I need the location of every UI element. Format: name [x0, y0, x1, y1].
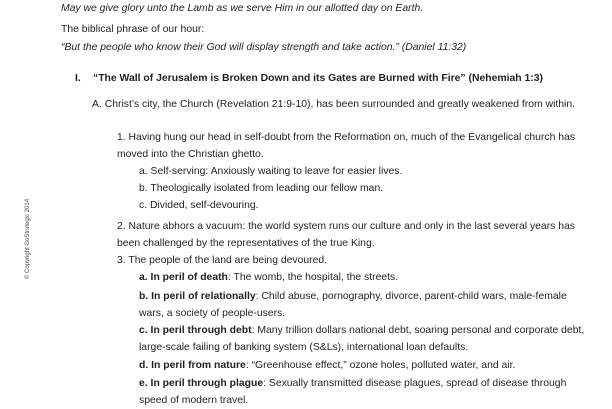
peril-description: : The womb, the hospital, the streets. — [227, 272, 399, 283]
peril-label: b. In peril of relationally — [139, 291, 256, 302]
peril-label: a. In peril of death — [139, 272, 228, 283]
outline-item-1-sub-a: a. Self-serving: Anxiously waiting to leave for easier lives. — [139, 166, 403, 177]
peril-item-relationally — [139, 288, 591, 322]
peril-item-debt — [139, 322, 591, 356]
peril-description: : Sexually transmitted disease plagues, spread of disease through speed of modern travel. — [139, 378, 567, 406]
outline-item-1-sub-c: c. Divided, self-devouring. — [139, 200, 259, 211]
phrase-quote: “But the people who know their God will display strength and take action.” (Daniel 11:32) — [61, 42, 467, 53]
section-heading — [75, 72, 543, 86]
section-number: I. — [75, 73, 81, 84]
peril-description: : Many trillion dollars national debt, soaring personal and corporate debt, large-scale failing of banking system (S&Ls), international loan defaults. — [139, 325, 585, 353]
peril-label: c. In peril through debt — [139, 325, 252, 336]
outline-item-3: 3. The people of the land are being devoured. — [117, 255, 328, 266]
peril-label: d. In peril from nature — [139, 360, 246, 371]
copyright-notice: © Copyright GoStrategic 2014 — [25, 198, 31, 280]
section-title: “The Wall of Jerusalem is Broken Down and its Gates are Burned with Fire” (Nehemiah 1:3) — [93, 73, 543, 84]
peril-item-nature — [139, 357, 591, 374]
blessing-line: May we give glory unto the Lamb as we serve Him in our allotted day on Earth. — [61, 3, 424, 14]
outline-point-a: A. Christ’s city, the Church (Revelation 21:9-10), has been surrounded and greatly weakened from within. — [92, 99, 576, 110]
peril-item-plague — [139, 375, 591, 409]
peril-description: : Child abuse, pornography, divorce, parent-child wars, male-female wars, a society of people-users. — [139, 291, 567, 319]
outline-item-1: 1. Having hung our head in self-doubt from the Reformation on, much of the Evangelical church has moved into the Christian ghetto. — [117, 132, 576, 160]
peril-description: : “Greenhouse effect,” ozone holes, polluted water, and air. — [245, 360, 516, 371]
phrase-label: The biblical phrase of our hour: — [61, 24, 205, 35]
outline-item-2: 2. Nature abhors a vacuum: the world system runs our culture and only in the last several years has been challenged by the representatives of the true King. — [117, 221, 575, 249]
peril-item-death — [139, 269, 591, 286]
peril-label: e. In peril through plague — [139, 378, 264, 389]
outline-item-1-sub-b: b. Theologically isolated from leading our fellow man. — [139, 183, 384, 194]
